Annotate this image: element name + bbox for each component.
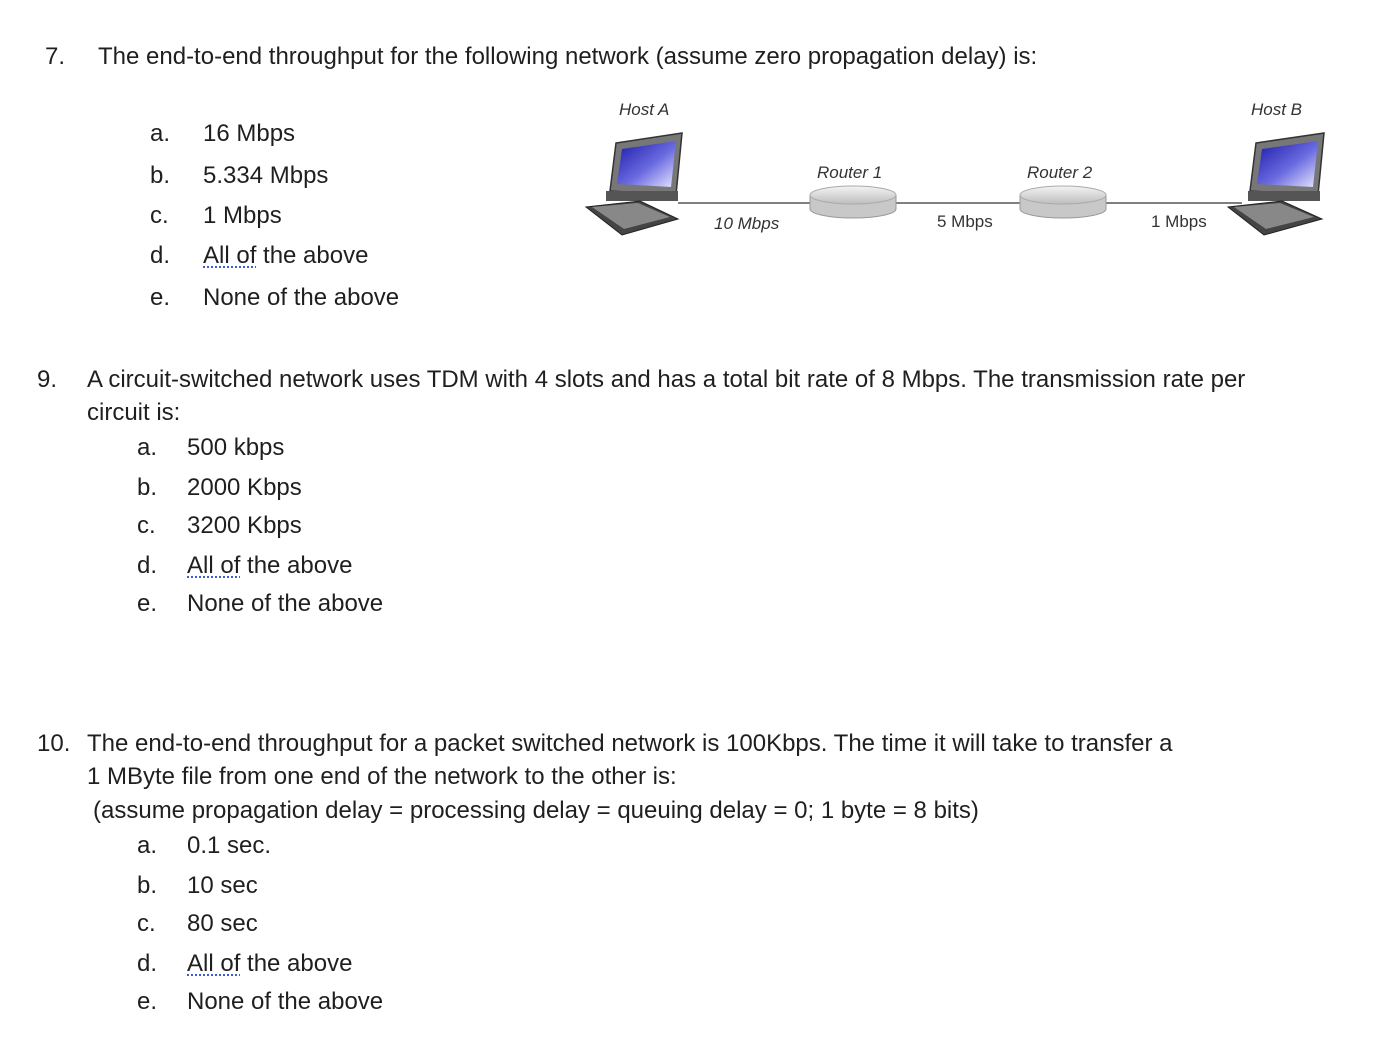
option-a [150,120,295,148]
option-c [137,910,258,938]
option-letter: d. [150,242,171,269]
question-text-line-2: circuit is: [87,399,181,426]
option-letter: b. [137,872,158,899]
option-letter: b. [150,162,171,189]
option-letter: e. [137,590,158,617]
option-b [137,474,302,502]
option-a [137,832,271,860]
option-letter: d. [137,552,158,579]
router-1-label: Router 1 [817,163,883,182]
option-text: 1 Mbps [203,202,282,229]
option-text-rest: the above [240,950,353,977]
question-text-line-3: (assume propagation delay = processing delay = queuing delay = 0; 1 byte = 8 bits) [93,797,979,824]
option-letter: e. [150,284,171,311]
question-number: 10. [37,730,71,757]
option-text: 10 sec [187,872,258,899]
router-1-icon [810,186,896,218]
option-letter: a. [150,120,171,147]
option-text: 16 Mbps [203,120,296,147]
question-number: 7. [45,43,66,70]
question-text-line-1: A circuit-switched network uses TDM with 4 slots and has a total bit rate of 8 Mbps. The transmission rate per [87,366,1246,393]
host-b-computer-icon [1228,133,1324,235]
option-text: None of the above [187,988,384,1015]
option-text: None of the above [203,284,400,311]
host-b-label: Host B [1251,100,1303,119]
option-text-rest: the above [256,242,369,269]
option-a [137,434,284,462]
option-letter: c. [137,512,156,539]
link-2-label: 5 Mbps [937,212,993,231]
question-text-line-1: The end-to-end throughput for a packet switched network is 100Kbps. The time it will take to transfer a [87,730,1173,757]
option-letter: c. [150,202,169,229]
host-a-label: Host A [619,100,670,119]
option-letter: e. [137,988,158,1015]
option-d [150,242,368,270]
option-text-rest: the above [240,552,353,579]
link-3-label: 1 Mbps [1151,212,1207,231]
option-text: 2000 Kbps [187,474,302,501]
option-letter: a. [137,832,158,859]
option-c [150,202,282,230]
option-e [137,988,383,1016]
option-text: 3200 Kbps [187,512,302,539]
option-e [137,590,383,618]
question-text: The end-to-end throughput for the following network (assume zero propagation delay) is: [98,43,1038,70]
option-b [150,162,328,190]
option-text: 0.1 sec. [187,832,272,859]
option-e [150,284,399,312]
option-letter: a. [137,434,158,461]
option-text: 500 kbps [187,434,285,461]
option-text: None of the above [187,590,384,617]
option-text-underlined: All of [187,950,241,977]
option-text-underlined: All of [203,242,257,269]
option-text-underlined: All of [187,552,241,579]
host-a-computer-icon [586,133,682,235]
option-c [137,512,302,540]
question-text-line-2: 1 MByte file from one end of the network to the other is: [87,763,677,790]
router-2-label: Router 2 [1027,163,1093,182]
option-d [137,552,352,580]
router-2-icon [1020,186,1106,218]
option-text: 80 sec [187,910,258,937]
option-letter: b. [137,474,158,501]
option-text: 5.334 Mbps [203,162,329,189]
option-d [137,950,352,978]
link-1-label: 10 Mbps [714,214,780,233]
option-letter: d. [137,950,158,977]
option-b [137,872,258,900]
option-letter: c. [137,910,156,937]
question-number: 9. [37,366,58,393]
